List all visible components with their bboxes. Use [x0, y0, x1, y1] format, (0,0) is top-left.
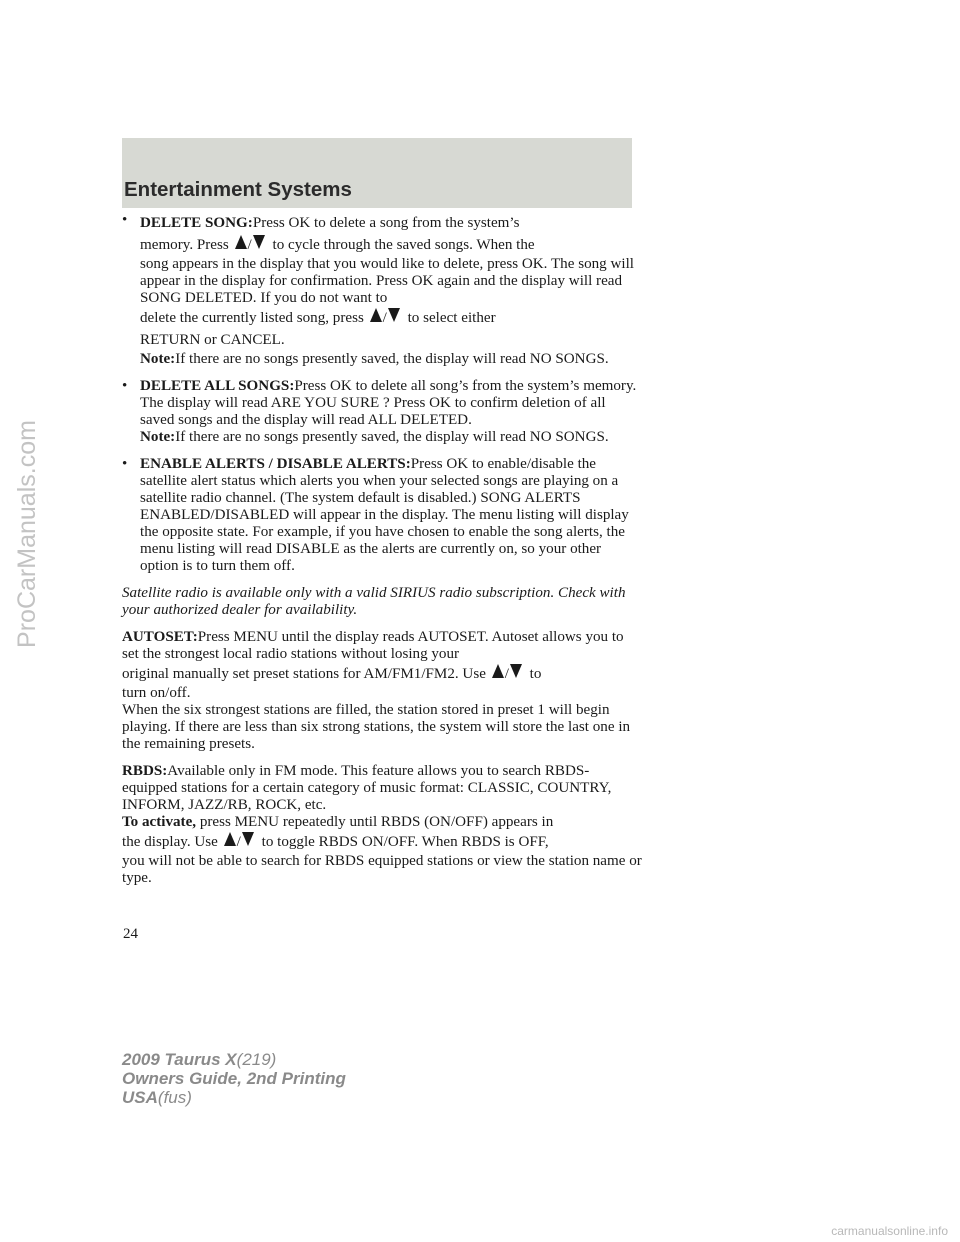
bullet-dot: •	[122, 456, 128, 472]
bullet-delete-song	[122, 212, 642, 368]
delete-all-label: DELETE ALL SONGS:	[140, 378, 295, 394]
down-arrow-icon	[510, 664, 522, 678]
rbds-paragraph: RBDS:Available only in FM mode. This feature allows you to search RBDS-equipped stations for a certain category of music format: CLASSIC, COUNTRY, INFORM, JAZZ/RB, ROCK, etc.	[122, 763, 612, 813]
autoset-paragraph: AUTOSET:Press MENU until the display reads AUTOSET. Autoset allows you to set the strongest local radio stations without losing your	[122, 629, 624, 662]
down-arrow-icon	[388, 308, 400, 322]
page-number: 24	[123, 926, 138, 942]
bullet-delete-all-songs	[122, 378, 642, 446]
autoset-six-strongest: When the six strongest stations are filled, the station stored in preset 1 will begin playing. If there are less than six strong stations, the system will store the last one in the remaining presets.	[122, 702, 631, 752]
delete-all-text: DELETE ALL SONGS:Press OK to delete all song’s from the system’s memory. The display will read ARE YOU SURE ? Press OK to confirm deletion of all saved songs and the display will read ALL DELETED.	[140, 378, 637, 428]
down-arrow-icon	[242, 832, 254, 846]
section-title: Entertainment Systems	[124, 178, 352, 201]
delete-song-label: DELETE SONG:	[140, 215, 253, 231]
autoset-turn: turn on/off.	[122, 685, 191, 701]
footer-model-line: 2009 Taurus X(219)	[122, 1050, 277, 1069]
autoset-label: AUTOSET:	[122, 629, 198, 645]
footer-region-line: USA(fus)	[122, 1088, 192, 1107]
rbds-off: you will not be able to search for RBDS equipped stations or view the station name or type.	[122, 853, 642, 886]
rbds-label: RBDS:	[122, 763, 168, 779]
delete-song-text: DELETE SONG:Press OK to delete a song from the system’s memory. Press / to cycle through the saved songs. When the	[140, 215, 535, 253]
up-arrow-icon	[235, 235, 247, 249]
bullet-dot: •	[122, 378, 128, 394]
rbds-use: the display. Use / to toggle RBDS ON/OFF. When RBDS is OFF,	[122, 834, 549, 850]
watermark-left: ProCarManuals.com	[13, 420, 41, 648]
footer-guide-line: Owners Guide, 2nd Printing	[122, 1069, 346, 1088]
up-arrow-icon	[492, 664, 504, 678]
delete-song-note: Note:If there are no songs presently saved, the display will read NO SONGS.	[140, 351, 609, 367]
rbds-activate: To activate, press MENU repeatedly until RBDS (ON/OFF) appears in	[122, 814, 554, 830]
autoset-use: original manually set preset stations for AM/FM1/FM2. Use / to	[122, 666, 542, 682]
alerts-text: ENABLE ALERTS / DISABLE ALERTS:Press OK to enable/disable the satellite alert status which alerts you when your selected songs are playing on a satellite radio channel. (The system default is disabled.) SONG ALERTS ENABLED/DISABLED will appear in the display. The menu listing will display the opposite state. For example, if you have chosen to enable the song alerts, the menu listing will read DISABLE as the alerts are currently on, so your other option is to turn them off.	[140, 456, 629, 574]
up-arrow-icon	[224, 832, 236, 846]
footer	[122, 1050, 346, 1107]
alerts-label: ENABLE ALERTS / DISABLE ALERTS:	[140, 456, 411, 472]
down-arrow-icon	[253, 235, 265, 249]
satellite-note: Satellite radio is available only with a valid SIRIUS radio subscription. Check with your authorized dealer for availability.	[122, 585, 626, 618]
watermark-bottom: carmanualsonline.info	[831, 1224, 948, 1238]
delete-all-note: Note:If there are no songs presently saved, the display will read NO SONGS.	[140, 429, 609, 445]
bullet-dot: •	[122, 212, 128, 228]
delete-song-text-select: delete the currently listed song, press / to select either RETURN or CANCEL.	[140, 310, 496, 348]
up-arrow-icon	[370, 308, 382, 322]
delete-song-text-cont: song appears in the display that you would like to delete, press OK. The song will appear in the display for confirmation. Press OK again and the display will read SONG DELETED. If you do not want to	[140, 256, 634, 306]
bullet-alerts	[122, 456, 642, 575]
page-content	[122, 212, 642, 897]
